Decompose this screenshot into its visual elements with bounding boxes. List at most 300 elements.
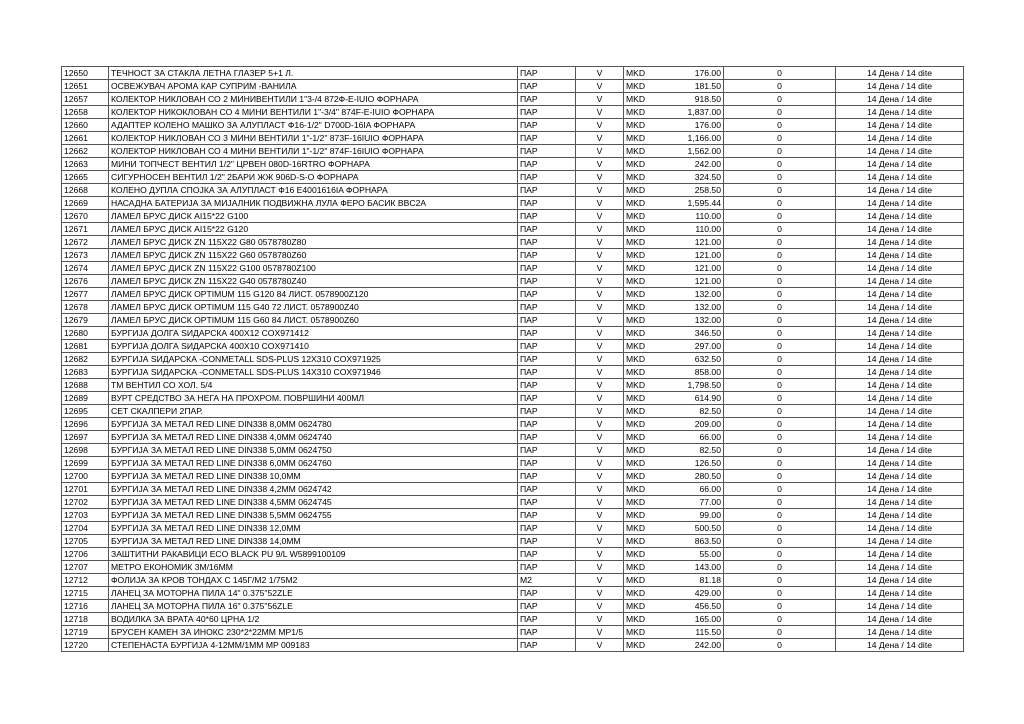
currency: MKD [624,301,680,314]
table-row [62,379,964,392]
quantity: 0 [724,639,836,652]
quantity: 0 [724,67,836,80]
currency: MKD [624,457,680,470]
delivery-term: 14 Дена / 14 dite [836,132,964,145]
quantity: 0 [724,587,836,600]
item-name: ВОДИЛКА ЗА ВРАТА 40*60 ЦРНА 1/2 [109,613,518,626]
unit-price: 121.00 [680,236,724,249]
vat-flag: V [576,522,624,535]
unit-of-measure: ПАР [518,132,576,145]
item-code: 12682 [62,353,109,366]
unit-price: 863.50 [680,535,724,548]
item-name: КОЛЕНО ДУПЛА СПОЈКА ЗА АЛУПЛАСТ Ф16 E4001616IA ФОРНАРА [109,184,518,197]
delivery-term: 14 Дена / 14 dite [836,210,964,223]
table-row [62,431,964,444]
vat-flag: V [576,132,624,145]
unit-of-measure: ПАР [518,522,576,535]
unit-of-measure: ПАР [518,158,576,171]
vat-flag: V [576,93,624,106]
item-code: 12662 [62,145,109,158]
unit-of-measure: ПАР [518,223,576,236]
unit-of-measure: ПАР [518,405,576,418]
currency: MKD [624,639,680,652]
delivery-term: 14 Дена / 14 dite [836,93,964,106]
unit-of-measure: ПАР [518,301,576,314]
item-name: ЛАМЕЛ БРУС ДИСК AI15*22 G100 [109,210,518,223]
delivery-term: 14 Дена / 14 dite [836,405,964,418]
currency: MKD [624,80,680,93]
item-name: БУРГИЈА ЗА МЕТАЛ RED LINE DIN338 6,0MM 0624760 [109,457,518,470]
quantity: 0 [724,184,836,197]
table-row [62,301,964,314]
delivery-term: 14 Дена / 14 dite [836,171,964,184]
item-name: БУРГИЈА ЗА МЕТАЛ RED LINE DIN338 5,5MM 0624755 [109,509,518,522]
delivery-term: 14 Дена / 14 dite [836,340,964,353]
item-code: 12698 [62,444,109,457]
vat-flag: V [576,639,624,652]
vat-flag: V [576,275,624,288]
vat-flag: V [576,197,624,210]
delivery-term: 14 Дена / 14 dite [836,197,964,210]
delivery-term: 14 Дена / 14 dite [836,262,964,275]
item-code: 12673 [62,249,109,262]
quantity: 0 [724,197,836,210]
currency: MKD [624,171,680,184]
quantity: 0 [724,379,836,392]
table-row [62,197,964,210]
table-row [62,392,964,405]
currency: MKD [624,613,680,626]
unit-of-measure: ПАР [518,496,576,509]
item-code: 12676 [62,275,109,288]
delivery-term: 14 Дена / 14 dite [836,613,964,626]
quantity: 0 [724,522,836,535]
quantity: 0 [724,171,836,184]
quantity: 0 [724,600,836,613]
vat-flag: V [576,262,624,275]
item-name: ТМ ВЕНТИЛ СО ХОЛ. 5/4 [109,379,518,392]
item-name: ЛАМЕЛ БРУС ДИСК ZN 115X22 G80 0578780Z80 [109,236,518,249]
item-name: БУРГИЈА ДОЛГА SИДАРСКА 400X10 COX971410 [109,340,518,353]
item-name: МИНИ ТОПЧЕСТ ВЕНТИЛ 1/2" ЦРВЕН 080D-16RTRO ФОРНАРА [109,158,518,171]
unit-of-measure: ПАР [518,431,576,444]
quantity: 0 [724,431,836,444]
quantity: 0 [724,288,836,301]
item-code: 12703 [62,509,109,522]
quantity: 0 [724,93,836,106]
quantity: 0 [724,275,836,288]
currency: MKD [624,509,680,522]
table-row [62,509,964,522]
unit-of-measure: ПАР [518,470,576,483]
item-code: 12672 [62,236,109,249]
table-row [62,158,964,171]
unit-price: 181.50 [680,80,724,93]
currency: MKD [624,392,680,405]
vat-flag: V [576,327,624,340]
item-name: ЛАМЕЛ БРУС ДИСК ZN 115X22 G100 0578780Z100 [109,262,518,275]
item-code: 12718 [62,613,109,626]
unit-price: 121.00 [680,262,724,275]
table-row [62,496,964,509]
quantity: 0 [724,418,836,431]
table-row [62,600,964,613]
unit-price: 324.50 [680,171,724,184]
unit-of-measure: ПАР [518,275,576,288]
quantity: 0 [724,496,836,509]
currency: MKD [624,379,680,392]
table-row [62,67,964,80]
table-row [62,262,964,275]
item-name: БУРГИЈА ЗА МЕТАЛ RED LINE DIN338 10,0MM [109,470,518,483]
unit-price: 1,837.00 [680,106,724,119]
item-name: ФОЛИЈА ЗА КРОВ ТОНДАХ С 145Г/М2 1/75М2 [109,574,518,587]
delivery-term: 14 Дена / 14 dite [836,509,964,522]
delivery-term: 14 Дена / 14 dite [836,444,964,457]
unit-price: 500.50 [680,522,724,535]
unit-of-measure: ПАР [518,444,576,457]
delivery-term: 14 Дена / 14 dite [836,639,964,652]
unit-of-measure: ПАР [518,509,576,522]
unit-price: 132.00 [680,288,724,301]
item-name: БУРГИЈА ЗА МЕТАЛ RED LINE DIN338 4,0MM 0624740 [109,431,518,444]
delivery-term: 14 Дена / 14 dite [836,496,964,509]
unit-price: 614.90 [680,392,724,405]
delivery-term: 14 Дена / 14 dite [836,184,964,197]
table-row [62,184,964,197]
currency: MKD [624,431,680,444]
delivery-term: 14 Дена / 14 dite [836,600,964,613]
unit-price: 115.50 [680,626,724,639]
item-code: 12705 [62,535,109,548]
quantity: 0 [724,106,836,119]
quantity: 0 [724,132,836,145]
unit-price: 165.00 [680,613,724,626]
item-name: БУРГИЈА SИДАРСКА -CONMETALL SDS-PLUS 12X310 COX971925 [109,353,518,366]
delivery-term: 14 Дена / 14 dite [836,106,964,119]
unit-of-measure: ПАР [518,210,576,223]
currency: MKD [624,561,680,574]
quantity: 0 [724,626,836,639]
currency: MKD [624,223,680,236]
quantity: 0 [724,444,836,457]
table-row [62,353,964,366]
item-code: 12697 [62,431,109,444]
delivery-term: 14 Дена / 14 dite [836,561,964,574]
vat-flag: V [576,210,624,223]
vat-flag: V [576,457,624,470]
currency: MKD [624,210,680,223]
unit-of-measure: ПАР [518,639,576,652]
unit-price: 126.50 [680,457,724,470]
delivery-term: 14 Дена / 14 dite [836,392,964,405]
unit-price: 456.50 [680,600,724,613]
quantity: 0 [724,145,836,158]
delivery-term: 14 Дена / 14 dite [836,119,964,132]
item-name: КОЛЕКТОР НИКЛОВАН СО 3 МИНИ ВЕНТИЛИ 1"-1/2" 873F-16IUIO ФОРНАРА [109,132,518,145]
currency: MKD [624,496,680,509]
unit-price: 242.00 [680,158,724,171]
item-code: 12683 [62,366,109,379]
item-code: 12706 [62,548,109,561]
item-name: ВУРТ СРЕДСТВО ЗА НЕГА НА ПРОХРОМ. ПОВРШИНИ 400МЛ [109,392,518,405]
vat-flag: V [576,366,624,379]
unit-of-measure: ПАР [518,353,576,366]
unit-of-measure: ПАР [518,93,576,106]
delivery-term: 14 Дена / 14 dite [836,535,964,548]
delivery-term: 14 Дена / 14 dite [836,145,964,158]
vat-flag: V [576,301,624,314]
vat-flag: V [576,236,624,249]
unit-of-measure: ПАР [518,171,576,184]
unit-price: 429.00 [680,587,724,600]
delivery-term: 14 Дена / 14 dite [836,379,964,392]
unit-price: 82.50 [680,405,724,418]
currency: MKD [624,340,680,353]
currency: MKD [624,600,680,613]
unit-price: 176.00 [680,67,724,80]
table-row [62,236,964,249]
item-code: 12668 [62,184,109,197]
currency: MKD [624,470,680,483]
item-code: 12715 [62,587,109,600]
delivery-term: 14 Дена / 14 dite [836,470,964,483]
table-row [62,145,964,158]
item-name: ЛАМЕЛ БРУС ДИСК ZN 115X22 G60 0578780Z60 [109,249,518,262]
unit-of-measure: ПАР [518,106,576,119]
delivery-term: 14 Дена / 14 dite [836,301,964,314]
unit-of-measure: ПАР [518,457,576,470]
delivery-term: 14 Дена / 14 dite [836,353,964,366]
item-name: ТЕЧНОСТ ЗА СТАКЛА ЛЕТНА ГЛАЗЕР 5+1 Л. [109,67,518,80]
vat-flag: V [576,106,624,119]
unit-of-measure: ПАР [518,249,576,262]
unit-price: 81.18 [680,574,724,587]
item-code: 12704 [62,522,109,535]
table-row [62,132,964,145]
currency: MKD [624,158,680,171]
vat-flag: V [576,535,624,548]
currency: MKD [624,314,680,327]
unit-of-measure: ПАР [518,379,576,392]
item-code: 12716 [62,600,109,613]
delivery-term: 14 Дена / 14 dite [836,626,964,639]
item-name: ЛАМЕЛ БРУС ДИСК OPTIMUM 115 G40 72 ЛИСТ. 0578900Z40 [109,301,518,314]
quantity: 0 [724,314,836,327]
unit-of-measure: ПАР [518,197,576,210]
item-code: 12677 [62,288,109,301]
delivery-term: 14 Дена / 14 dite [836,236,964,249]
unit-price: 110.00 [680,223,724,236]
quantity: 0 [724,249,836,262]
vat-flag: V [576,561,624,574]
quantity: 0 [724,405,836,418]
item-code: 12650 [62,67,109,80]
vat-flag: V [576,509,624,522]
item-code: 12660 [62,119,109,132]
vat-flag: V [576,483,624,496]
unit-of-measure: ПАР [518,340,576,353]
item-code: 12720 [62,639,109,652]
vat-flag: V [576,158,624,171]
unit-of-measure: ПАР [518,548,576,561]
unit-price: 77.00 [680,496,724,509]
unit-price: 858.00 [680,366,724,379]
item-code: 12707 [62,561,109,574]
vat-flag: V [576,249,624,262]
table-row [62,327,964,340]
unit-of-measure: ПАР [518,626,576,639]
item-name: БУРГИЈА ЗА МЕТАЛ RED LINE DIN338 14,0MM [109,535,518,548]
item-code: 12688 [62,379,109,392]
currency: MKD [624,353,680,366]
table-row [62,626,964,639]
item-name: БУРГИЈА ЗА МЕТАЛ RED LINE DIN338 4,5MM 0624745 [109,496,518,509]
unit-price: 55.00 [680,548,724,561]
unit-of-measure: ПАР [518,80,576,93]
unit-of-measure: ПАР [518,535,576,548]
unit-of-measure: ПАР [518,327,576,340]
quantity: 0 [724,366,836,379]
item-name: ЗАШТИТНИ РАКАВИЦИ ECO BLACK PU 9/L W5899100109 [109,548,518,561]
item-code: 12689 [62,392,109,405]
quantity: 0 [724,483,836,496]
unit-price: 242.00 [680,639,724,652]
item-code: 12674 [62,262,109,275]
quantity: 0 [724,262,836,275]
vat-flag: V [576,353,624,366]
vat-flag: V [576,431,624,444]
quantity: 0 [724,561,836,574]
vat-flag: V [576,379,624,392]
item-code: 12661 [62,132,109,145]
vat-flag: V [576,119,624,132]
table-row [62,93,964,106]
item-name: КОЛЕКТОР НИКЛОВАН СО 4 МИНИ ВЕНТИЛИ 1"-1/2" 874F-16IUIO ФОРНАРА [109,145,518,158]
item-name: АДАПТЕР КОЛЕНО МАШКО ЗА АЛУПЛАСТ Ф16-1/2" D700D-16IA ФОРНАРА [109,119,518,132]
vat-flag: V [576,405,624,418]
currency: MKD [624,405,680,418]
unit-price: 66.00 [680,483,724,496]
item-code: 12696 [62,418,109,431]
unit-of-measure: ПАР [518,561,576,574]
currency: MKD [624,275,680,288]
table-row [62,80,964,93]
currency: MKD [624,236,680,249]
table-row [62,548,964,561]
unit-of-measure: ПАР [518,145,576,158]
delivery-term: 14 Дена / 14 dite [836,223,964,236]
currency: MKD [624,574,680,587]
item-name: СИГУРНОСЕН ВЕНТИЛ 1/2" 2БАРИ ЖЖ 906D-S-O ФОРНАРА [109,171,518,184]
item-name: БУРГИЈА ЗА МЕТАЛ RED LINE DIN338 12,0MM [109,522,518,535]
item-name: БУРГИЈА ЗА МЕТАЛ RED LINE DIN338 5,0MM 0624750 [109,444,518,457]
item-name: НАСАДНА БАТЕРИЈА ЗА МИЈАЛНИК ПОДВИЖНА ЛУЛА ФЕРО БАСИК BBC2A [109,197,518,210]
quantity: 0 [724,236,836,249]
quantity: 0 [724,158,836,171]
currency: MKD [624,184,680,197]
table-row [62,639,964,652]
quantity: 0 [724,327,836,340]
table-row [62,288,964,301]
unit-price: 66.00 [680,431,724,444]
table-row [62,444,964,457]
unit-price: 297.00 [680,340,724,353]
item-code: 12657 [62,93,109,106]
quantity: 0 [724,392,836,405]
item-code: 12658 [62,106,109,119]
table-body [62,67,964,652]
item-code: 12712 [62,574,109,587]
item-code: 12702 [62,496,109,509]
vat-flag: V [576,184,624,197]
unit-of-measure: ПАР [518,314,576,327]
vat-flag: V [576,470,624,483]
item-code: 12680 [62,327,109,340]
table-row [62,483,964,496]
item-code: 12670 [62,210,109,223]
unit-of-measure: М2 [518,574,576,587]
delivery-term: 14 Дена / 14 dite [836,418,964,431]
item-name: БУРГИЈА ЗА МЕТАЛ RED LINE DIN338 8,0MM 0624780 [109,418,518,431]
delivery-term: 14 Дена / 14 dite [836,457,964,470]
delivery-term: 14 Дена / 14 dite [836,548,964,561]
currency: MKD [624,119,680,132]
delivery-term: 14 Дена / 14 dite [836,574,964,587]
vat-flag: V [576,171,624,184]
unit-price: 121.00 [680,275,724,288]
unit-price: 110.00 [680,210,724,223]
currency: MKD [624,327,680,340]
table-row [62,275,964,288]
unit-price: 1,798.50 [680,379,724,392]
table-row [62,119,964,132]
item-code: 12700 [62,470,109,483]
unit-price: 82.50 [680,444,724,457]
quantity: 0 [724,574,836,587]
unit-price: 280.50 [680,470,724,483]
quantity: 0 [724,119,836,132]
table-row [62,314,964,327]
delivery-term: 14 Дена / 14 dite [836,67,964,80]
item-code: 12719 [62,626,109,639]
delivery-term: 14 Дена / 14 dite [836,314,964,327]
price-list-table [61,66,964,652]
unit-price: 121.00 [680,249,724,262]
currency: MKD [624,444,680,457]
quantity: 0 [724,457,836,470]
currency: MKD [624,93,680,106]
item-name: ЛАМЕЛ БРУС ДИСК ZN 115X22 G40 0578780Z40 [109,275,518,288]
vat-flag: V [576,145,624,158]
item-name: БУРГИЈА ЗА МЕТАЛ RED LINE DIN338 4,2MM 0624742 [109,483,518,496]
vat-flag: V [576,613,624,626]
unit-of-measure: ПАР [518,613,576,626]
vat-flag: V [576,444,624,457]
item-code: 12669 [62,197,109,210]
item-name: БУРГИЈА SИДАРСКА -CONMETALL SDS-PLUS 14X310 COX971946 [109,366,518,379]
item-name: ЛАНЕЦ ЗА МОТОРНА ПИЛА 14" 0.375"52ZLE [109,587,518,600]
unit-price: 918.50 [680,93,724,106]
currency: MKD [624,626,680,639]
table-row [62,405,964,418]
quantity: 0 [724,613,836,626]
unit-of-measure: ПАР [518,392,576,405]
quantity: 0 [724,210,836,223]
quantity: 0 [724,470,836,483]
item-name: ЛАНЕЦ ЗА МОТОРНА ПИЛА 16" 0.375"56ZLE [109,600,518,613]
vat-flag: V [576,548,624,561]
